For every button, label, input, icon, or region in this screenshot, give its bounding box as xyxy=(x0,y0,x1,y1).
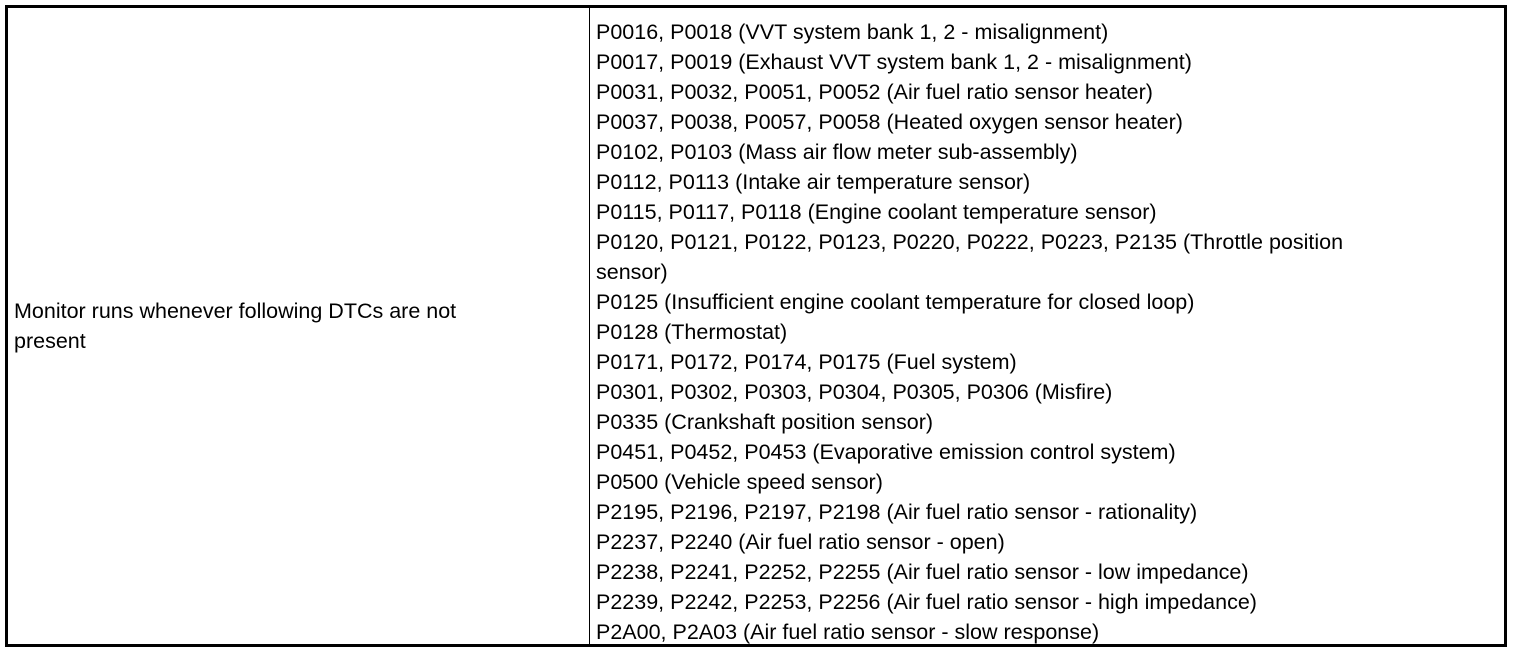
dtc-line: P0451, P0452, P0453 (Evaporative emission control system) xyxy=(596,440,1176,464)
dtc-line: P0301, P0302, P0303, P0304, P0305, P0306 (Misfire) xyxy=(596,380,1113,404)
dtc-line: P0125 (Insufficient engine coolant temperature for closed loop) xyxy=(596,290,1195,314)
dtc-line: P0112, P0113 (Intake air temperature sensor) xyxy=(596,170,1031,194)
dtc-line: P0500 (Vehicle speed sensor) xyxy=(596,470,883,494)
condition-line-1: Monitor runs whenever following DTCs are not xyxy=(14,299,457,323)
dtc-line: P0017, P0019 (Exhaust VVT system bank 1, 2 - misalignment) xyxy=(596,50,1192,74)
dtc-line: P0115, P0117, P0118 (Engine coolant temperature sensor) xyxy=(596,200,1157,224)
dtc-list-cell xyxy=(590,8,1504,644)
dtc-line: P2238, P2241, P2252, P2255 (Air fuel ratio sensor - low impedance) xyxy=(596,560,1249,584)
dtc-line: P0335 (Crankshaft position sensor) xyxy=(596,410,934,434)
condition-cell xyxy=(8,8,590,644)
dtc-line: P0037, P0038, P0057, P0058 (Heated oxygen sensor heater) xyxy=(596,110,1183,134)
dtc-line: P0120, P0121, P0122, P0123, P0220, P0222, P0223, P2135 (Throttle position xyxy=(596,230,1344,254)
dtc-line: P0171, P0172, P0174, P0175 (Fuel system) xyxy=(596,350,1017,374)
dtc-line: P0016, P0018 (VVT system bank 1, 2 - misalignment) xyxy=(596,20,1109,44)
dtc-line: P2239, P2242, P2253, P2256 (Air fuel ratio sensor - high impedance) xyxy=(596,590,1257,614)
dtc-line: sensor) xyxy=(596,260,668,284)
dtc-line: P0031, P0032, P0051, P0052 (Air fuel ratio sensor heater) xyxy=(596,80,1153,104)
dtc-line: P2195, P2196, P2197, P2198 (Air fuel ratio sensor - rationality) xyxy=(596,500,1198,524)
condition-line-2: present xyxy=(14,329,86,353)
dtc-line: P2237, P2240 (Air fuel ratio sensor - open) xyxy=(596,530,1005,554)
dtc-line: P2A00, P2A03 (Air fuel ratio sensor - slow response) xyxy=(596,620,1100,644)
condition-text xyxy=(14,296,456,356)
dtc-line: P0102, P0103 (Mass air flow meter sub-assembly) xyxy=(596,140,1078,164)
dtc-condition-table xyxy=(5,5,1507,647)
dtc-line: P0128 (Thermostat) xyxy=(596,320,788,344)
